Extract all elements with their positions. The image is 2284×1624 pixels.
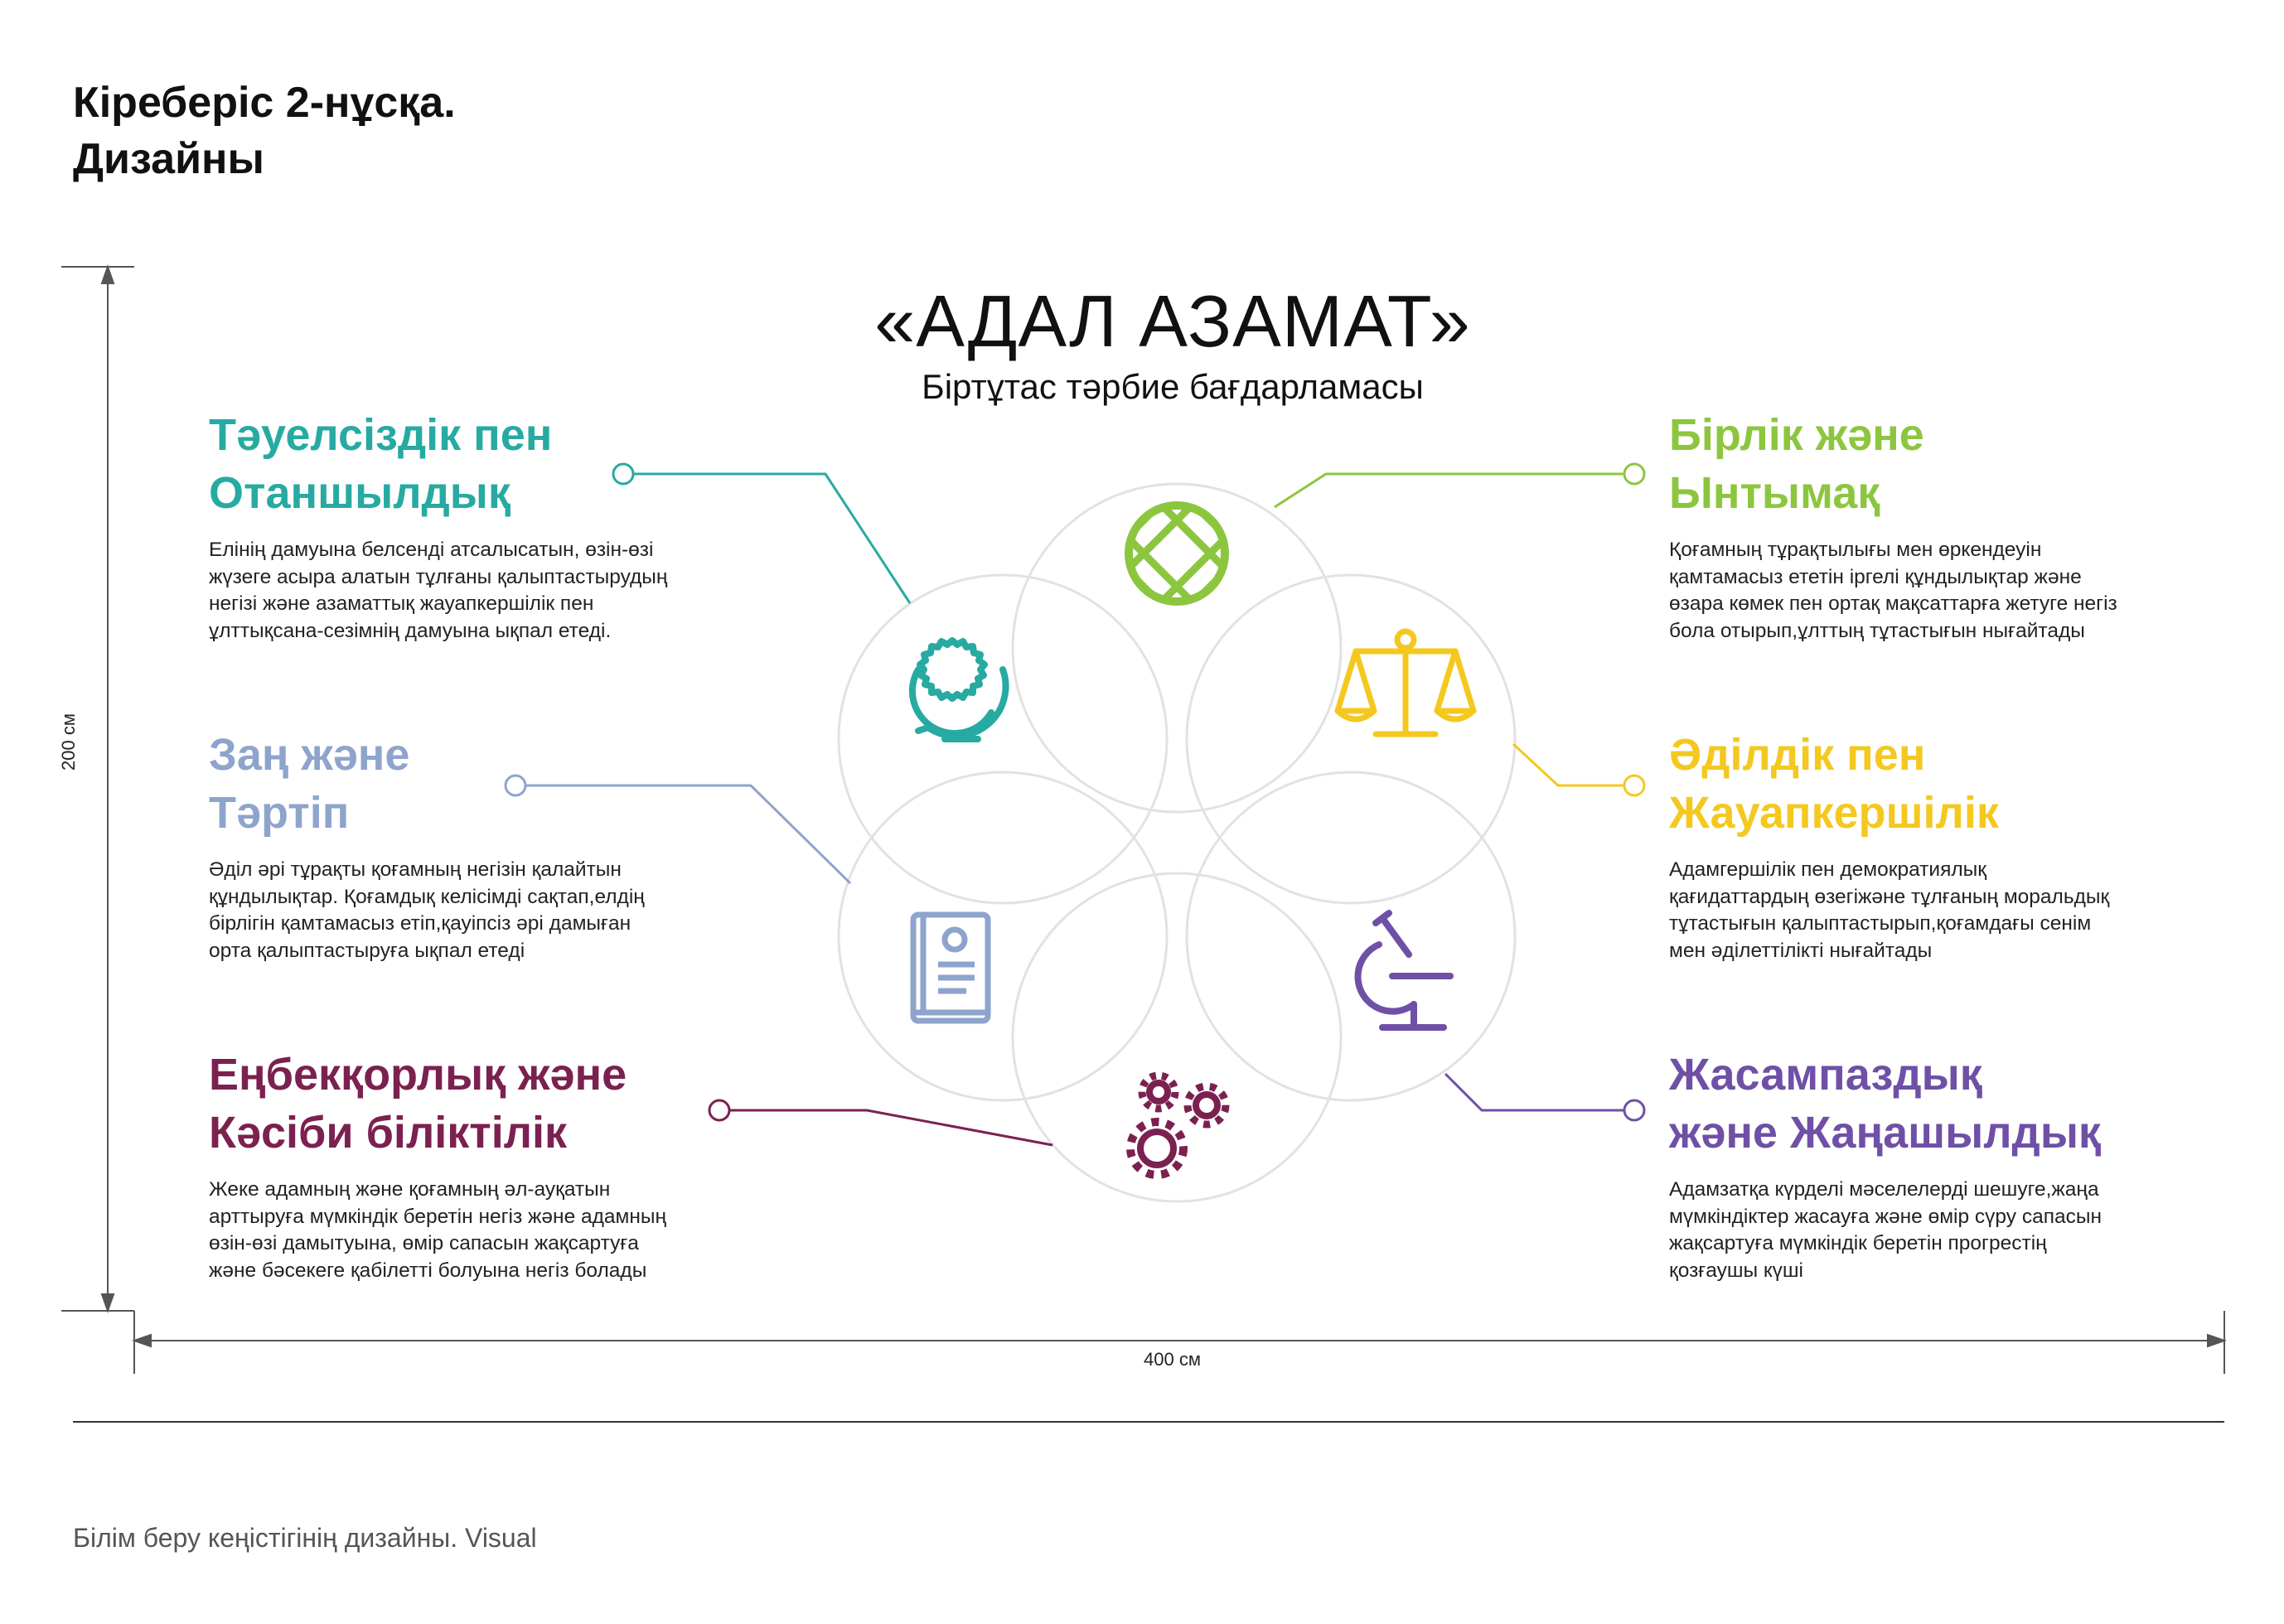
- desc-line: Адамгершілік пен демократиялық: [1669, 858, 1986, 881]
- globe-icon: [912, 640, 1006, 739]
- circle-top-left: [839, 575, 1167, 903]
- desc-line: арттыруға мүмкіндік беретін негіз және адамның: [209, 1205, 667, 1228]
- section-law-title-line2: Тәртіп: [209, 788, 350, 838]
- section-labor-desc: [209, 1177, 666, 1284]
- circle-bottom: [1013, 873, 1341, 1201]
- desc-line: жақсартуға мүмкіндік беретін прогрестің: [1669, 1232, 2047, 1254]
- section-labor-title-line2: Кәсіби біліктілік: [209, 1108, 568, 1158]
- desc-line: Қоғамның тұрақтылығы мен өркендеуін: [1669, 539, 2042, 561]
- circle-top: [1013, 484, 1341, 812]
- desc-line: Адамзатқа күрделі мәселелерді шешуге,жаңа: [1669, 1178, 2099, 1201]
- desc-line: мен әділеттілікті нығайтады: [1669, 939, 1933, 962]
- section-independence-title-line2: Отаншылдық: [209, 468, 511, 518]
- microscope-icon: [1358, 913, 1450, 1027]
- section-labor-title: [209, 1046, 666, 1162]
- section-creativity: [1669, 1046, 2102, 1284]
- gears-icon: [1130, 1075, 1226, 1175]
- desc-line: негізі және азаматтық жауапкершілік пен: [209, 592, 594, 615]
- desc-line: өзара көмек пен ортақ мақсаттарға жетуге негіз: [1669, 592, 2117, 615]
- desc-line: бірлігін қамтамасыз етіп,қауіпсіз әрі дамыған: [209, 912, 631, 935]
- section-unity-title-line1: Бірлік және: [1669, 410, 1924, 460]
- desc-line: қамтамасыз ететін іргелі құндылықтар және: [1669, 565, 2082, 588]
- connector-justice: [1513, 744, 1644, 795]
- page-title-line2: Дизайны: [73, 135, 264, 183]
- connector-creativity: [1445, 1074, 1644, 1120]
- section-law-title: [209, 726, 645, 842]
- section-labor-title-line1: Еңбекқорлық және: [209, 1050, 627, 1100]
- desc-line: мүмкіндіктер жасауға және өмір сүру сапасын: [1669, 1205, 2102, 1228]
- desc-line: бола отырып,ұлттың тұтастығын нығайтады: [1669, 619, 2085, 642]
- section-unity-desc: [1669, 537, 2117, 645]
- circle-bottom-left: [839, 772, 1167, 1100]
- circle-bottom-right: [1187, 772, 1515, 1100]
- section-creativity-desc: [1669, 1177, 2102, 1284]
- section-unity-title-line2: Ынтымақ: [1669, 468, 1880, 518]
- dimension-vertical: [61, 267, 134, 1311]
- section-creativity-title-line1: Жасампаздық: [1669, 1050, 1982, 1100]
- program-subtitle: Біртұтас тәрбие бағдарламасы: [922, 367, 1424, 406]
- dimension-height-label: 200 см: [58, 713, 79, 771]
- desc-line: орта қалыптастыруға ықпал етеді: [209, 939, 525, 962]
- desc-line: Елінің дамуына белсенді атсалысатын, өзін-өзі: [209, 539, 654, 561]
- section-justice-title-line2: Жауапкершілік: [1669, 788, 1999, 838]
- section-unity: [1669, 406, 2117, 645]
- desc-line: ұлттықсана-сезімнің дамуына ықпал етеді.: [209, 619, 612, 642]
- section-independence-desc: [209, 537, 667, 645]
- page-title-line1: Кіреберіс 2-нұсқа.: [73, 79, 456, 127]
- section-justice-title: [1669, 726, 2109, 842]
- section-unity-title: [1669, 406, 2117, 522]
- footer-caption: Білім беру кеңістігінің дизайны. Visual: [73, 1523, 537, 1553]
- dimension-width-label: 400 см: [1144, 1349, 1201, 1370]
- desc-line: тұтастығын қалыптастырып,қоғамдағы сенім: [1669, 912, 2092, 935]
- desc-line: құндылықтар. Қоғамдық келісімді сақтап,елдің: [209, 885, 645, 908]
- desc-line: қағидаттардың өзегіжәне тұлғаның моральдық: [1669, 885, 2110, 908]
- section-justice: [1669, 726, 2109, 964]
- circle-top-right: [1187, 575, 1515, 903]
- desc-line: қозғаушы күші: [1669, 1259, 1803, 1282]
- section-creativity-title-line2: және Жаңашылдық: [1669, 1108, 2101, 1158]
- connector-unity: [1275, 464, 1644, 507]
- section-justice-title-line1: Әділдік пен: [1669, 730, 1926, 780]
- section-creativity-title: [1669, 1046, 2102, 1162]
- section-independence: [209, 406, 667, 645]
- shanyrak-icon: [1111, 487, 1243, 620]
- section-law: [209, 726, 645, 964]
- desc-line: және бәсекеге қабілетті болуына негіз болады: [209, 1259, 647, 1282]
- section-justice-desc: [1669, 857, 2109, 964]
- section-independence-title: [209, 406, 667, 522]
- desc-line: жүзеге асыра алатын тұлғаны қалыптастырудың: [209, 565, 668, 588]
- section-independence-title-line1: Тәуелсіздік пен: [209, 410, 553, 460]
- book-icon: [913, 915, 988, 1021]
- section-law-title-line1: Заң және: [209, 730, 410, 780]
- desc-line: Жеке адамның және қоғамның әл-ауқатын: [209, 1178, 611, 1201]
- section-law-desc: [209, 857, 645, 964]
- section-labor: [209, 1046, 666, 1284]
- scales-icon: [1338, 631, 1473, 734]
- program-title: «АДАЛ АЗАМАТ»: [874, 280, 1471, 362]
- connector-labor: [709, 1100, 1052, 1145]
- desc-line: өзін-өзі дамытуына, өмір сапасын жақсартуға: [209, 1232, 639, 1254]
- desc-line: Әділ әрі тұрақты қоғамның негізін қалайтын: [209, 858, 622, 881]
